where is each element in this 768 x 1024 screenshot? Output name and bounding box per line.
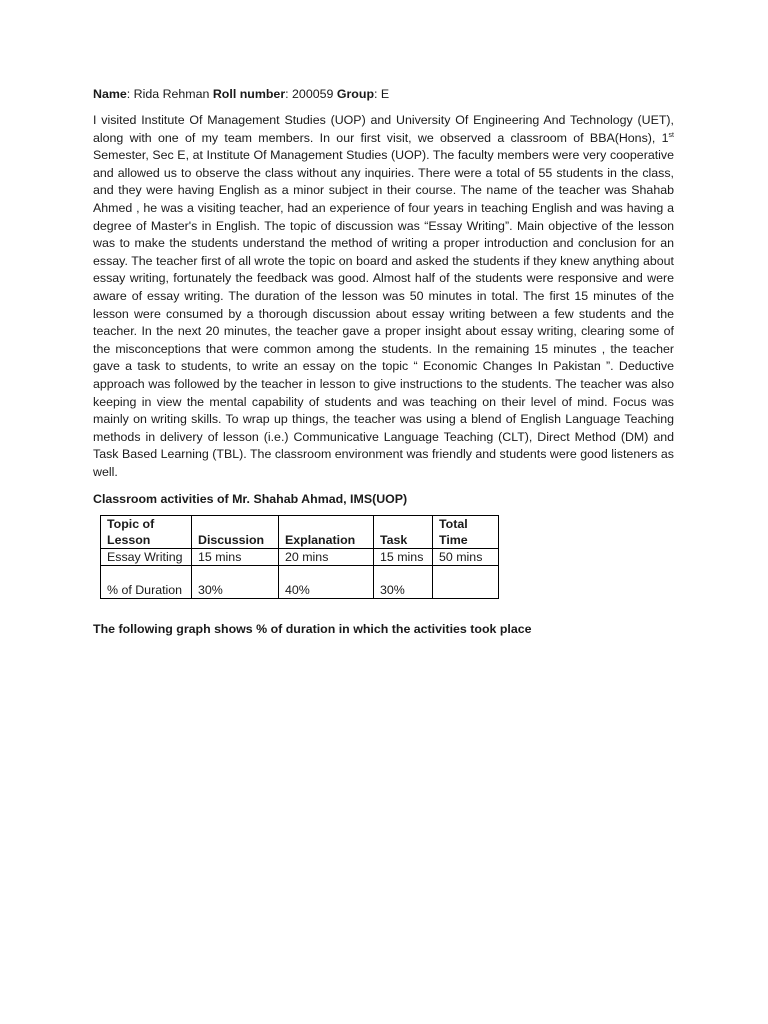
table-cell: 50 mins bbox=[433, 549, 499, 566]
name-label: Name bbox=[93, 87, 127, 101]
group-value: E bbox=[380, 87, 390, 101]
student-info-line: Name: Rida Rehman Roll number: 200059 Group: E bbox=[93, 87, 390, 101]
ordinal-superscript: st bbox=[668, 131, 674, 139]
name-value: Rida Rehman bbox=[133, 87, 210, 101]
table-cell bbox=[433, 566, 499, 599]
table-cell: % of Duration bbox=[101, 566, 192, 599]
table-cell: 15 mins bbox=[374, 549, 433, 566]
paragraph-text-start: I visited Institute Of Management Studies (UOP) and University Of Engineering And Technology (UET), along with one of my team members. In our first visit, we observed a classroom of BBA(Hons), 1 bbox=[93, 113, 674, 145]
paragraph-text-rest: Semester, Sec E, at Institute Of Management Studies (UOP). The faculty members were very cooperative and allowed us to observe the class without any inquiries. There were a total of 55 students in the class, and they were having English as a minor subject in their course. The name of the teacher was Shahab Ahmed , he was a visiting teacher, had an experience of four years in teaching English and was having a degree of Master's in English. The topic of discussion was “Essay Writing”. Main objective of the lesson was to make the students understand the method of writing a proper introduction and conclusion for an essay. The teacher first of all wrote the topic on board and asked the students if they knew anything about essay writing, fortunately the feedback was good. Almost half of the students were responsive and were aware of essay writing. The duration of the lesson was 50 minutes in total. The first 15 minutes of the lesson were consumed by a thorough discussion about essay writing between a few students and the teacher. In the next 20 minutes, the teacher gave a proper insight about essay writing, clearing some of the misconceptions that were common among the students. In the remaining 15 minutes , the teacher gave a task to students, to write an essay on the topic “ Economic Changes In Pakistan ”. Deductive approach was followed by the teacher in lesson to give instructions to the students. The teacher was also keeping in view the mental capability of students and was teaching on their level of mind. Focus was mainly on writing skills. To wrap up things, the teacher was using a blend of English Language Teaching methods in delivery of lesson (i.e.) Communicative Language Teaching (CLT), Direct Method (DM) and Task Based Learning (TBL). The classroom environment was friendly and students were good listeners as well. bbox=[93, 148, 674, 479]
table-cell: 15 mins bbox=[192, 549, 279, 566]
table-header-cell: Task bbox=[374, 516, 433, 549]
table-row bbox=[101, 566, 499, 599]
table-header-cell: Explanation bbox=[279, 516, 374, 549]
table-header-row bbox=[101, 516, 499, 549]
table-header-cell: Topic of Lesson bbox=[101, 516, 192, 549]
document-page bbox=[93, 86, 674, 638]
table-cell: 40% bbox=[279, 566, 374, 599]
table-cell: 30% bbox=[192, 566, 279, 599]
roll-number-value: 200059 bbox=[292, 87, 334, 101]
graph-caption: The following graph shows % of duration in which the activities took place bbox=[93, 622, 532, 637]
section-heading: Classroom activities of Mr. Shahab Ahmad, IMS(UOP) bbox=[93, 492, 408, 507]
table-cell: Essay Writing bbox=[101, 549, 192, 566]
table-header-cell: Discussion bbox=[192, 516, 279, 549]
table-cell: 30% bbox=[374, 566, 433, 599]
observation-paragraph bbox=[93, 112, 674, 481]
table-cell: 20 mins bbox=[279, 549, 374, 566]
table-header-cell: Total Time bbox=[433, 516, 499, 549]
roll-number-label: Roll number bbox=[212, 87, 286, 101]
activities-table bbox=[100, 515, 499, 599]
table-row bbox=[101, 549, 499, 566]
group-label: Group bbox=[336, 87, 375, 101]
